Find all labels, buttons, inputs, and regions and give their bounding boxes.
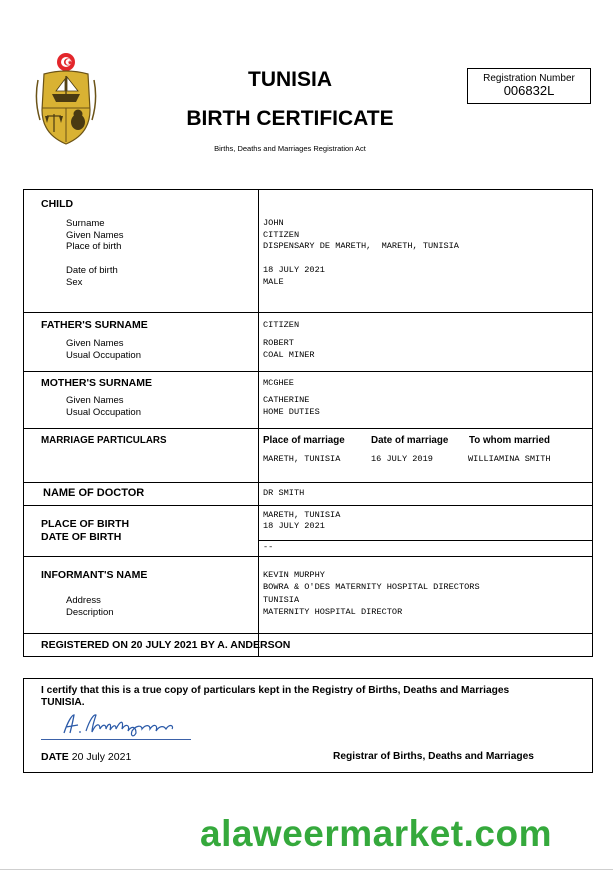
- informant-address-line1: BOWRA & O'DES MATERNITY HOSPITAL DIRECTORS: [263, 582, 480, 592]
- child-date-of-birth-label: Date of birth: [66, 265, 118, 276]
- cell-divider: [258, 540, 592, 541]
- row-divider: [24, 312, 592, 313]
- father-occupation-label: Usual Occupation: [66, 349, 141, 361]
- registered-statement: REGISTERED ON 20 JULY 2021 BY A. ANDERSON: [41, 639, 291, 651]
- certification-date: [41, 751, 131, 763]
- child-heading: CHILD: [41, 198, 74, 210]
- row-divider: [24, 556, 592, 557]
- mother-occupation-label: Usual Occupation: [66, 406, 141, 418]
- child-sex-value: MALE: [263, 276, 284, 287]
- registrar-signature: [58, 711, 198, 739]
- father-heading: FATHER'S SURNAME: [41, 319, 148, 331]
- date-of-birth-heading: DATE OF BIRTH: [41, 531, 122, 543]
- father-surname-value: CITIZEN: [263, 320, 300, 330]
- informant-address-label: Address: [66, 595, 101, 606]
- registrar-title: Registrar of Births, Deaths and Marriages: [333, 751, 534, 762]
- child-date-of-birth-value: 18 JULY 2021: [263, 265, 325, 275]
- child-given-names-label: Given Names: [66, 229, 124, 241]
- date-of-marriage-label: Date of marriage: [371, 435, 449, 446]
- row-divider: [24, 505, 592, 506]
- certification-text-line2: TUNISIA.: [41, 696, 85, 708]
- certification-date-value: 20 July 2021: [71, 751, 132, 763]
- father-occupation-value: COAL MINER: [263, 349, 315, 360]
- birth-place-value: MARETH, TUNISIA: [263, 510, 341, 520]
- marriage-whom-value: WILLIAMINA SMITH: [468, 454, 551, 464]
- marriage-heading: MARRIAGE PARTICULARS: [41, 435, 167, 446]
- child-place-of-birth-label: Place of birth: [66, 241, 122, 252]
- informant-name-value: KEVIN MURPHY: [263, 570, 325, 580]
- certification-date-label: DATE: [41, 751, 69, 763]
- row-divider: [24, 482, 592, 483]
- row-divider: [24, 371, 592, 372]
- informant-heading: INFORMANT'S NAME: [41, 569, 148, 581]
- marriage-place-value: MARETH, TUNISIA: [263, 454, 341, 464]
- child-given-names-value: CITIZEN: [263, 229, 300, 240]
- place-of-birth-heading: PLACE OF BIRTH: [41, 518, 130, 530]
- page-bottom-line: [0, 869, 613, 870]
- mother-occupation-value: HOME DUTIES: [263, 406, 320, 417]
- place-of-marriage-label: Place of marriage: [263, 435, 345, 446]
- registration-number-box: [467, 68, 591, 104]
- birth-extra-value: --: [263, 542, 274, 552]
- row-divider: [24, 428, 592, 429]
- country-title: TUNISIA: [248, 68, 332, 91]
- column-divider: [258, 190, 259, 657]
- watermark-text: alaweermarket.com: [200, 813, 552, 854]
- informant-description-value: MATERNITY HOSPITAL DIRECTOR: [263, 607, 403, 617]
- doctor-heading: NAME OF DOCTOR: [43, 487, 145, 499]
- child-place-of-birth-value: DISPENSARY DE MARETH, MARETH, TUNISIA: [263, 241, 459, 251]
- certification-box: [23, 678, 593, 773]
- marriage-date-value: 16 JULY 2019: [371, 454, 433, 464]
- act-subtitle: Births, Deaths and Marriages Registration Act: [214, 144, 366, 153]
- row-divider: [24, 633, 592, 634]
- child-sex-label: Sex: [66, 276, 83, 288]
- mother-given-names-value: CATHERINE: [263, 395, 310, 405]
- certification-text-line1: I certify that this is a true copy of particulars kept in the Registry of Births, Deaths and Marriages: [41, 685, 510, 696]
- informant-address-line2: TUNISIA: [263, 595, 300, 605]
- document-title: BIRTH CERTIFICATE: [186, 107, 394, 130]
- signature-line: [41, 739, 191, 740]
- child-surname-value: JOHN: [263, 218, 284, 228]
- child-surname-label: Surname: [66, 218, 105, 229]
- registration-label: Registration Number: [483, 73, 575, 84]
- particulars-table: [23, 189, 593, 657]
- father-given-names-value: ROBERT: [263, 338, 294, 348]
- mother-given-names-label: Given Names: [66, 395, 124, 406]
- mother-heading: MOTHER'S SURNAME: [41, 377, 152, 389]
- informant-description-label: Description: [66, 606, 114, 618]
- father-given-names-label: Given Names: [66, 338, 124, 349]
- registration-number: 006832L: [503, 83, 555, 98]
- doctor-name-value: DR SMITH: [263, 488, 305, 498]
- birth-date-value: 18 JULY 2021: [263, 521, 325, 531]
- coat-of-arms-emblem: [34, 50, 98, 146]
- mother-surname-value: MCGHEE: [263, 378, 294, 388]
- to-whom-married-label: To whom married: [469, 435, 550, 446]
